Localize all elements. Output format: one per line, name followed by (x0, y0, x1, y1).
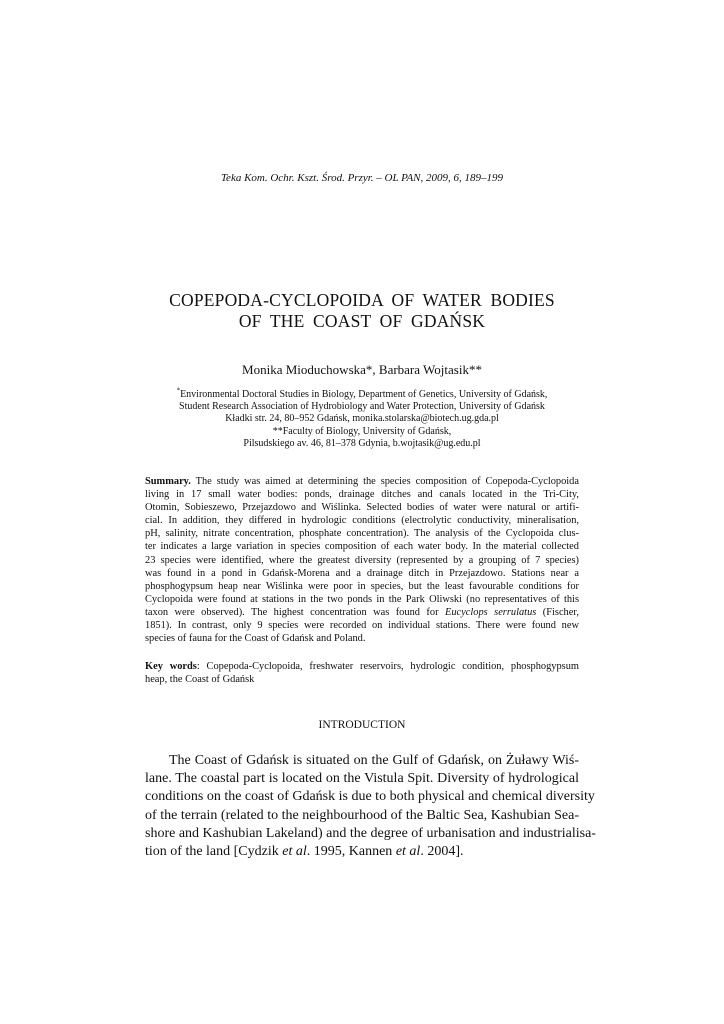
abstract-line: 1851). In contrast, only 9 species were recorded on individual stations. There were found new (145, 620, 579, 632)
abstract-line: pH, salinity, nitrate concentration, phosphate concentration). The analysis of the Cyclopoida clus- (145, 528, 579, 540)
abstract-line: phosphogypsum heap near Wiślinka were poor in species, but the least favourable conditions for (145, 580, 579, 592)
keywords-line: heap, the Coast of Gdańsk (145, 674, 255, 686)
section-heading: INTRODUCTION (318, 719, 406, 731)
title-line-2: OF THE COAST OF GDAŃSK (238, 311, 486, 331)
keywords (145, 660, 579, 686)
paragraph-line: lane. The coastal part is located on the Vistula Spit. Diversity of hydrological (145, 771, 579, 787)
abstract-line: ter indicates a large variation in species composition of each water body. In the material collected (145, 541, 579, 553)
abstract-line: 23 species were identified, where the greatest diversity (represented by a grouping of 7 species) (145, 554, 579, 566)
affiliation-line-4: **Faculty of Biology, University of Gdańsk, (272, 425, 452, 437)
abstract (145, 475, 579, 645)
paragraph-line (145, 843, 579, 861)
citation-etal: et al (282, 843, 307, 859)
title-line-1: COPEPODA-CYCLOPOIDA OF WATER BODIES (169, 290, 555, 310)
running-head: Teka Kom. Ochr. Kszt. Środ. Przyr. – OL PAN, 2009, 6, 189–199 (220, 172, 504, 184)
abstract-text: taxon were observed). The highest concentration was found for (145, 606, 445, 618)
paragraph-line: The Coast of Gdańsk is situated on the Gulf of Gdańsk, on Żuławy Wiś- (169, 753, 579, 768)
affiliation-mark: * (176, 386, 181, 395)
keywords-label: Key words (145, 661, 197, 672)
abstract-text: (Fischer, (536, 606, 579, 618)
citation-etal: et al (395, 843, 421, 859)
paragraph-text: . 2004]. (420, 843, 464, 859)
affiliation-line-5: Pilsudskiego av. 46, 81–378 Gdynia, b.wojtasik@ug.edu.pl (243, 437, 481, 449)
keywords-text: : Copepoda-Cyclopoida, freshwater reservoirs, hydrologic condition, phosphogypsum (196, 661, 579, 672)
species-name: Eucyclops serrulatus (445, 606, 537, 618)
abstract-line (145, 606, 579, 619)
introduction-paragraph (145, 752, 596, 861)
abstract-label: Summary. (145, 476, 191, 487)
paragraph-text: . 1995, Kannen (306, 843, 396, 859)
abstract-line: Otomin, Sobieszewo, Przejazdowo and Wiślinka. Selected bodies of water were natural or artifi- (145, 502, 579, 514)
abstract-line (145, 475, 579, 488)
affiliation-line-3: Kładki str. 24, 80–952 Gdańsk, monika.stolarska@biotech.ug.gda.pl (225, 413, 499, 425)
abstract-line: cial. In addition, they differed in hydrologic conditions (electrolytic conductivity, mineralisation, (145, 515, 579, 527)
paragraph-text: tion of the land [Cydzik (145, 843, 283, 859)
keywords-line (145, 660, 579, 673)
affiliation-line-1-text: Environmental Doctoral Studies in Biology, Department of Genetics, University of Gdańsk, (180, 389, 548, 400)
affiliation-line-1 (0, 386, 724, 401)
abstract-line: was found in a pond in Gdańsk-Morena and a drainage ditch in Przejazdowo. Stations near a (145, 567, 579, 579)
abstract-line: Cyclopoida were found at stations in the two ponds in the Park Oliwski (no representatives of this (145, 593, 579, 605)
abstract-line: living in 17 small water bodies: ponds, drainage ditches and canals located in the Tri-City, (145, 489, 579, 501)
affiliations (0, 386, 724, 450)
author-list: Monika Mioduchowska*, Barbara Wojtasik** (242, 362, 482, 377)
article-title (0, 290, 724, 332)
affiliation-line-2: Student Research Association of Hydrobiology and Water Protection, University of Gdańsk (179, 401, 545, 413)
paragraph-line: shore and Kashubian Lakeland) and the degree of urbanisation and industrialisa- (145, 825, 596, 841)
abstract-text: The study was aimed at determining the species composition of Copepoda-Cyclopoida (190, 476, 579, 487)
paragraph-line: of the terrain (related to the neighbourhood of the Baltic Sea, Kashubian Sea- (145, 807, 579, 823)
paragraph-line: conditions on the coast of Gdańsk is due to both physical and chemical diversity (145, 789, 595, 805)
abstract-line: species of fauna for the Coast of Gdańsk and Poland. (145, 633, 366, 645)
